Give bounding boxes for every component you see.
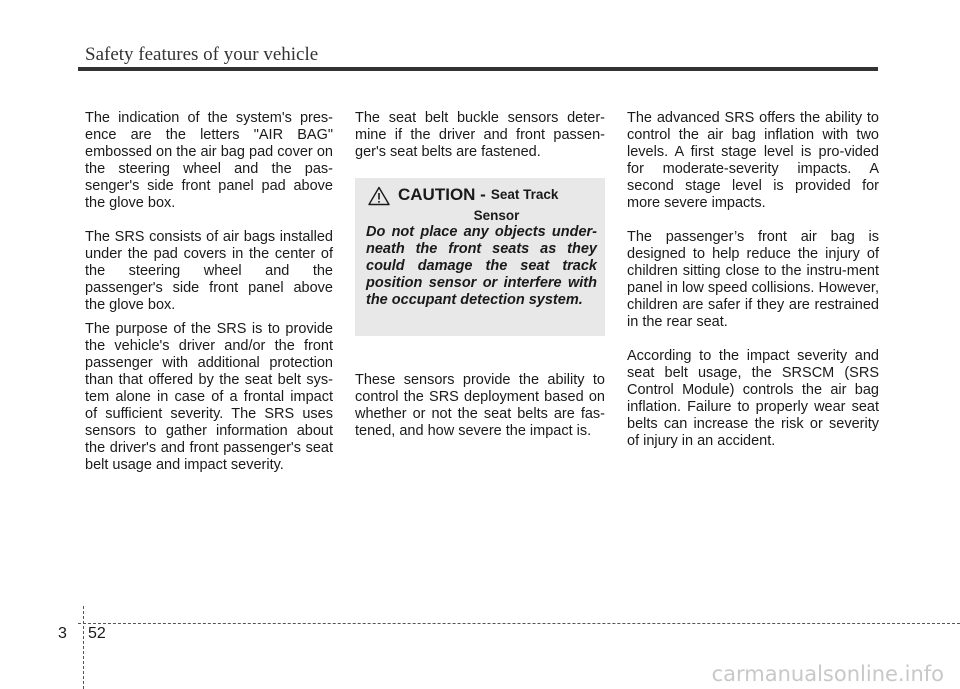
caution-header [366, 186, 597, 206]
column-2 [355, 110, 605, 457]
paragraph-advanced-srs: The advanced SRS offers the ability to control the air bag inflation with two levels. A first stage level is pro-vided for moderate-severity impacts. A second stage level is provided for more severe impacts. [627, 110, 879, 211]
column-3 [627, 110, 879, 467]
paragraph-passenger-airbag: The passenger’s front air bag is designed to help reduce the injury of children sitting close to the instru-ment panel in low speed collisions. However, children are safer if they are restrained in the rear seat. [627, 229, 879, 330]
caution-subtitle-line2: Sensor [473, 208, 520, 223]
chapter-number: 3 [58, 625, 67, 642]
footer-rule [78, 623, 960, 624]
page-header-title: Safety features of your vehicle [85, 44, 319, 65]
caution-box [355, 178, 605, 336]
paragraph-system-indication: The indication of the system's pres-ence are the letters "AIR BAG" embossed on the air bag pad cover on the steering wheel and the pas-senger's side front panel pad above the glove box. [85, 110, 333, 211]
page-number: 52 [88, 625, 106, 642]
caution-subtitle: Seat Track [490, 187, 559, 202]
caution-body: Do not place any objects under-neath the front seats as they could damage the seat track position sensor or interfere with the occupant detection system. [366, 224, 597, 308]
footer-vertical-rule [83, 606, 84, 689]
watermark: carmanualsonline.info [711, 662, 944, 686]
paragraph-buckle-sensors: The seat belt buckle sensors deter-mine if the driver and front passen-ger's seat belts are fastened. [355, 110, 605, 160]
paragraph-sensors-ability: These sensors provide the ability to control the SRS deployment based on whether or not the seat belts are fas-tened, and how severe the impact is. [355, 372, 605, 439]
paragraph-srs-consists: The SRS consists of air bags installed under the pad covers in the center of the steering wheel and the passenger's side front panel above the glove box. [85, 229, 333, 313]
caution-label: CAUTION - [398, 185, 486, 204]
paragraph-srs-purpose: The purpose of the SRS is to provide the vehicle's driver and/or the front passenger with additional protection than that offered by the seat belt sys-tem alone in case of a frontal impact of sufficient severity. The SRS uses sensors to gather information about the driver's and front passenger's seat belt usage and impact severity. [85, 321, 333, 473]
paragraph-srscm: According to the impact severity and seat belt usage, the SRSCM (SRS Control Module) controls the air bag inflation. Failure to properly wear seat belts can increase the risk or severity of injury in an accident. [627, 348, 879, 449]
warning-triangle-icon [368, 186, 390, 206]
column-1 [85, 110, 333, 491]
header-rule [78, 67, 878, 71]
